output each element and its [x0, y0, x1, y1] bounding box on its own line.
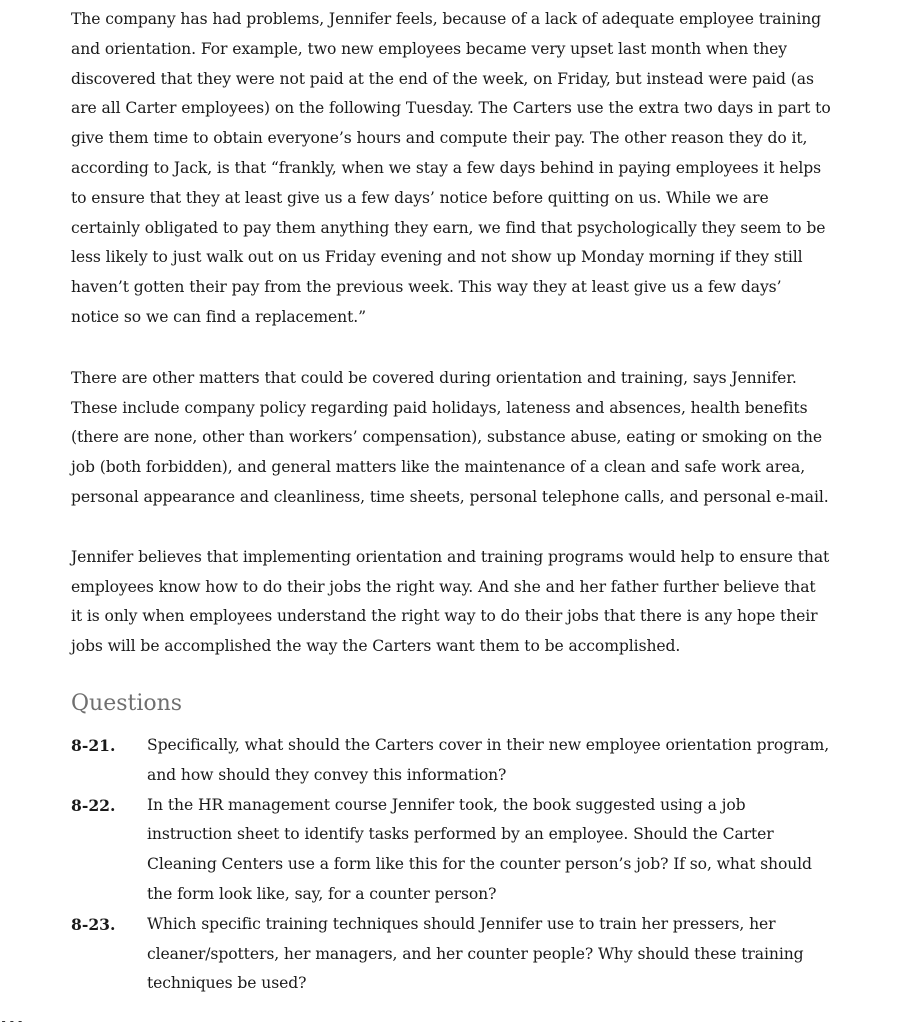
document-page: [71, 5, 831, 999]
question-item: [71, 910, 831, 999]
question-number: 8-22.: [71, 795, 116, 815]
question-number: 8-21.: [71, 735, 116, 755]
question-number: 8-23.: [71, 914, 116, 934]
section-spacer: [71, 662, 831, 689]
question-text: Which specific training techniques should Jennifer use to train her pressers, her cleaner/spotters, her managers, and her counter people? Why should these training techniques be used?: [147, 914, 804, 993]
questions-heading: Questions: [71, 690, 183, 716]
paragraph-spacer: [71, 333, 831, 364]
question-item: [71, 731, 831, 791]
question-item: [71, 791, 831, 910]
paragraph-payroll-delay: The company has had problems, Jennifer feels, because of a lack of adequate employee training and orientation. For example, two new employees became very upset last month when they discovered that they were not paid at the end of the week, on Friday, but instead were paid (as are all Carter employees) on the following Tuesday. The Carters use the extra two days in part to give them time to obtain everyone’s hours and compute their pay. The other reason they do it, according to Jack, is that “frankly, when we stay a few days behind in paying employees it helps to ensure that they at least give us a few days’ notice before quitting on us. While we are certainly obligated to pay them anything they earn, we find that psychologically they seem to be less likely to just walk out on us Friday evening and not show up Monday morning if they still haven’t gotten their pay from the previous week. This way they at least give us a few days’ notice so we can find a replacement.”: [71, 10, 831, 326]
paragraph-training-belief: Jennifer believes that implementing orientation and training programs would help to ensure that employees know how to do their jobs the right way. And she and her father further believe that it is only when employees understand the right way to do their jobs that there is any hope their jobs will be accomplished the way the Carters want them to be accomplished.: [71, 547, 830, 656]
question-text: In the HR management course Jennifer took, the book suggested using a job instruction sheet to identify tasks performed by an employee. Should the Carter Cleaning Centers use a form like this for the counter person’s job? If so, what should the form look like, say, for a counter person?: [147, 795, 812, 903]
paragraph-spacer: [71, 513, 831, 543]
questions-list: [71, 731, 831, 999]
page-break-marker: ---: [0, 1014, 25, 1028]
question-text: Specifically, what should the Carters cover in their new employee orientation program, and how should they convey this information?: [147, 735, 830, 784]
paragraph-other-matters: There are other matters that could be covered during orientation and training, says Jennifer. These include company policy regarding paid holidays, lateness and absences, health benefits (there are none, other than workers’ compensation), substance abuse, eating or smoking on the job (both forbidden), and general matters like the maintenance of a clean and safe work area, personal appearance and cleanliness, time sheets, personal telephone calls, and personal e-mail.: [71, 368, 829, 506]
